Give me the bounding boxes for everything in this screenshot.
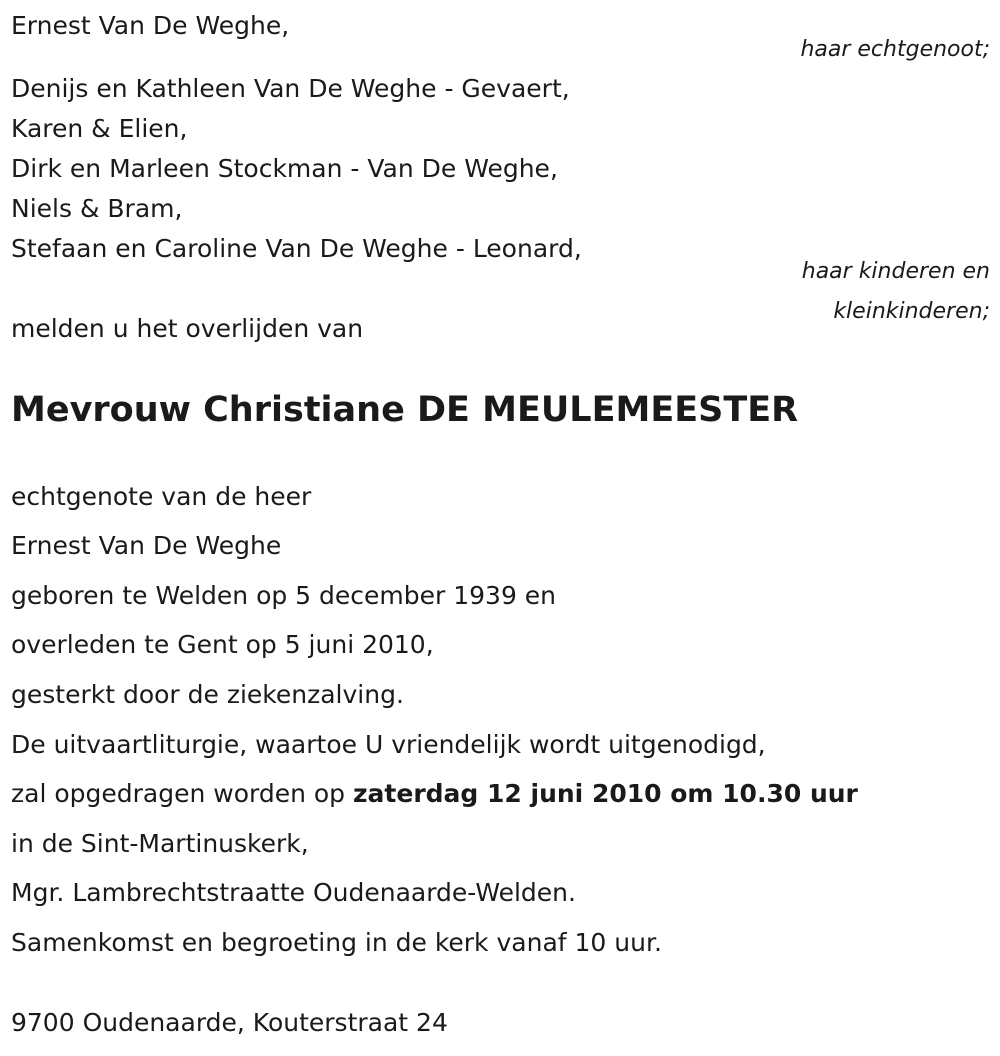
detail-line-1: echtgenote van de heer [11, 482, 312, 511]
detail-line-8: in de Sint-Martinuskerk, [11, 829, 309, 858]
detail-line-2: Ernest Van De Weghe [11, 531, 282, 560]
children-role-line-1: haar kinderen en [801, 259, 990, 284]
detail-line-3: geboren te Welden op 5 december 1939 en [11, 581, 557, 610]
announcement: melden u het overlijden van [11, 314, 364, 343]
detail-line-4: overleden te Gent op 5 juni 2010, [11, 630, 434, 659]
address: 9700 Oudenaarde, Kouterstraat 24 [11, 1008, 448, 1037]
spouse-role: haar echtgenoot; [800, 37, 990, 62]
deceased-name: Mevrouw Christiane DE MEULEMEESTER [11, 390, 799, 430]
child-line-5: Stefaan en Caroline Van De Weghe - Leonard, [11, 234, 582, 263]
spouse-name: Ernest Van De Weghe, [11, 11, 290, 40]
child-line-2: Karen & Elien, [11, 114, 188, 143]
detail-line-10: Samenkomst en begroeting in de kerk vanaf 10 uur. [11, 928, 662, 957]
child-line-1: Denijs en Kathleen Van De Weghe - Gevaert, [11, 74, 570, 103]
ceremony-prefix: zal opgedragen worden op [11, 779, 353, 808]
detail-line-5: gesterkt door de ziekenzalving. [11, 680, 404, 709]
detail-line-9: Mgr. Lambrechtstraatte Oudenaarde-Welden. [11, 878, 576, 907]
children-role-line-2: kleinkinderen; [833, 299, 990, 324]
ceremony-datetime: zaterdag 12 juni 2010 om 10.30 uur [353, 779, 858, 808]
child-line-3: Dirk en Marleen Stockman - Van De Weghe, [11, 154, 558, 183]
child-line-4: Niels & Bram, [11, 194, 183, 223]
detail-line-7 [11, 779, 858, 809]
detail-line-6: De uitvaartliturgie, waartoe U vriendelijk wordt uitgenodigd, [11, 730, 766, 759]
